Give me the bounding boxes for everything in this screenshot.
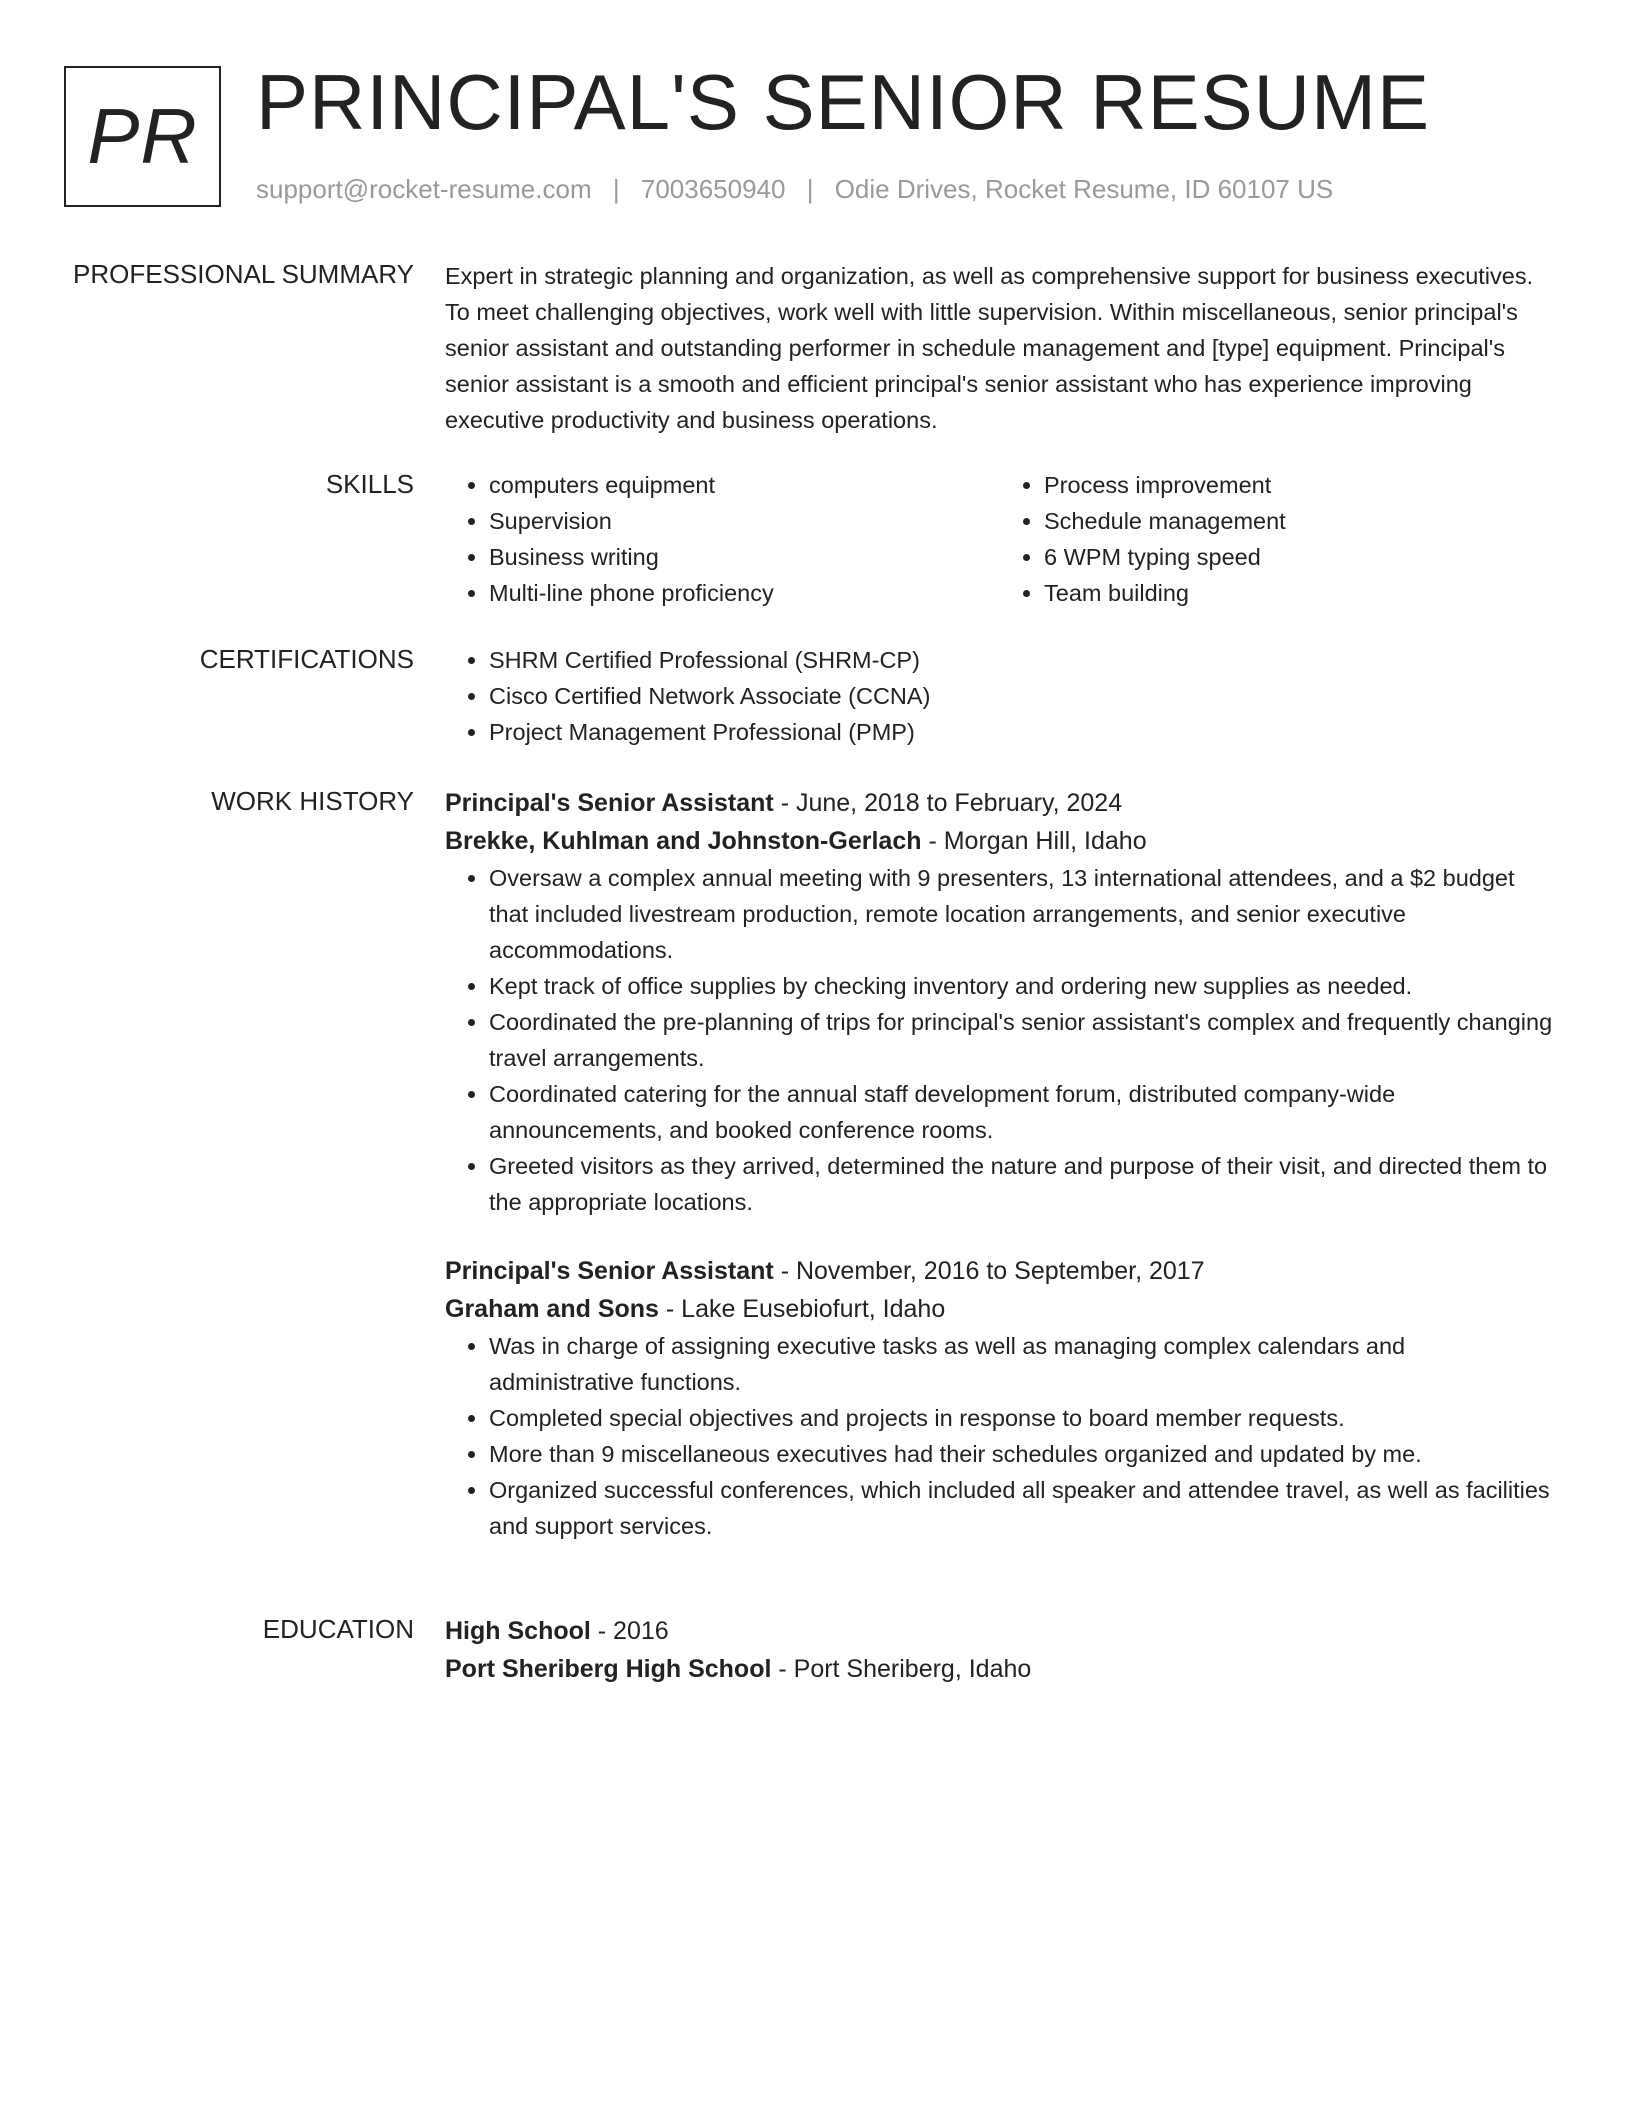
job-bullet: • More than 9 miscellaneous executives had their schedules organized and updated by me.: [489, 1436, 1555, 1472]
job-company-line: [445, 1290, 1555, 1328]
skills-grid: [445, 467, 1555, 611]
skills-list-left: [445, 467, 1000, 611]
education-body: [445, 1612, 1555, 1688]
skill-item: • Business writing: [489, 539, 1000, 575]
section-label: WORK HISTORY: [211, 786, 414, 816]
resume-title: PRINCIPAL'S SENIOR RESUME: [256, 58, 1431, 146]
contact-address: Odie Drives, Rocket Resume, ID 60107 US: [834, 174, 1334, 204]
job-bullets: [445, 1328, 1555, 1544]
job-location: - Lake Eusebiofurt, Idaho: [658, 1295, 946, 1323]
summary-text: Expert in strategic planning and organization, as well as comprehensive support for business executives. To meet challenging objectives, work well with little supervision. Within miscellaneous, senior principal's senior assistant and outstanding performer in schedule management and [type] equipment. Principal's senior assistant is a smooth and efficient principal's senior assistant who has experience improving executive productivity and business operations.: [445, 263, 1534, 433]
skill-item: • Process improvement: [1044, 467, 1555, 503]
section-label: EDUCATION: [262, 1614, 414, 1644]
skill-item: • 6 WPM typing speed: [1044, 539, 1555, 575]
job-bullet: • Organized successful conferences, which included all speaker and attendee travel, as well as facilities and support services.: [489, 1472, 1555, 1544]
education-location: - Port Sheriberg, Idaho: [771, 1655, 1032, 1683]
skills-list-right: [1000, 467, 1555, 611]
job-location: - Morgan Hill, Idaho: [921, 827, 1147, 855]
job-bullet: • Greeted visitors as they arrived, determined the nature and purpose of their visit, and directed them to the appropriate locations.: [489, 1148, 1555, 1220]
certification-item: • SHRM Certified Professional (SHRM-CP): [489, 642, 1555, 678]
job-bullet: • Was in charge of assigning executive tasks as well as managing complex calendars and administrative functions.: [489, 1328, 1555, 1400]
contact-separator: |: [806, 174, 814, 204]
job-title: Principal's Senior Assistant: [445, 789, 774, 817]
education-school-line: [445, 1650, 1555, 1688]
contact-line: [256, 172, 1333, 206]
monogram-logo: PR: [64, 66, 221, 207]
job-dates: - June, 2018 to February, 2024: [773, 789, 1123, 817]
skill-item: • Supervision: [489, 503, 1000, 539]
education-degree-line: [445, 1612, 1555, 1650]
certification-item: • Project Management Professional (PMP): [489, 714, 1555, 750]
certifications-body: [445, 642, 1555, 750]
job-bullet: • Coordinated catering for the annual staff development forum, distributed company-wide announcements, and booked conference rooms.: [489, 1076, 1555, 1148]
contact-separator: |: [612, 174, 620, 204]
contact-email[interactable]: support@rocket-resume.com: [256, 174, 592, 204]
contact-phone[interactable]: 7003650940: [640, 174, 786, 204]
job-entry: [445, 1252, 1555, 1544]
job-dates: - November, 2016 to September, 2017: [773, 1257, 1205, 1285]
job-bullet: • Completed special objectives and projects in response to board member requests.: [489, 1400, 1555, 1436]
certifications-list: [445, 642, 1555, 750]
education-year: - 2016: [590, 1617, 669, 1645]
job-bullet: • Kept track of office supplies by checking inventory and ordering new supplies as needed.: [489, 968, 1555, 1004]
skill-item: • Team building: [1044, 575, 1555, 611]
summary-body: [445, 258, 1555, 438]
skill-item: • Schedule management: [1044, 503, 1555, 539]
job-title: Principal's Senior Assistant: [445, 1257, 774, 1285]
section-label: PROFESSIONAL SUMMARY: [73, 259, 414, 289]
job-company: Brekke, Kuhlman and Johnston-Gerlach: [445, 827, 922, 855]
job-bullet: • Oversaw a complex annual meeting with 9 presenters, 13 international attendees, and a $2 budget that included livestream production, remote location arrangements, and senior executive accommodations.: [489, 860, 1555, 968]
job-title-line: [445, 1252, 1555, 1290]
job-company: Graham and Sons: [445, 1295, 659, 1323]
work-history-body: [445, 784, 1555, 1544]
education-degree: High School: [445, 1617, 591, 1645]
job-entry: [445, 784, 1555, 1220]
section-label: CERTIFICATIONS: [199, 644, 414, 674]
job-company-line: [445, 822, 1555, 860]
skill-item: • Multi-line phone proficiency: [489, 575, 1000, 611]
job-bullet: • Coordinated the pre-planning of trips for principal's senior assistant's complex and frequently changing travel arrangements.: [489, 1004, 1555, 1076]
education-school: Port Sheriberg High School: [445, 1655, 772, 1683]
skill-item: • computers equipment: [489, 467, 1000, 503]
section-label: SKILLS: [325, 469, 414, 499]
job-bullets: [445, 860, 1555, 1220]
certification-item: • Cisco Certified Network Associate (CCNA): [489, 678, 1555, 714]
job-title-line: [445, 784, 1555, 822]
